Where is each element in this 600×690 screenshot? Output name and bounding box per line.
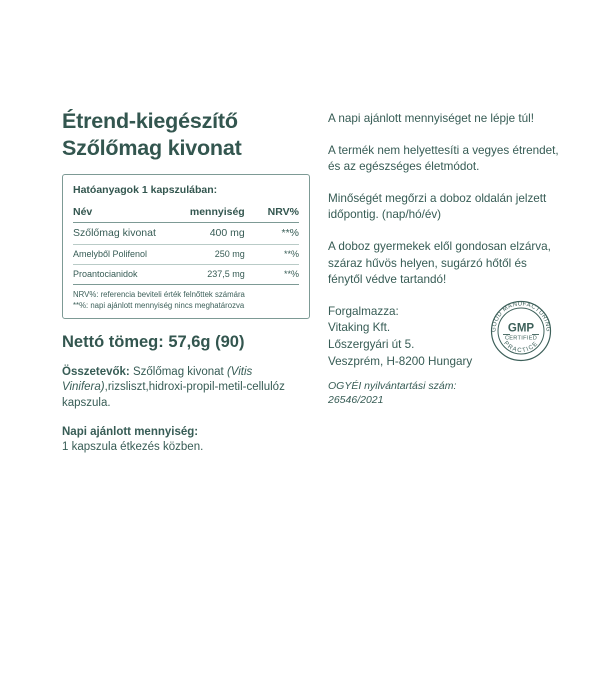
row-amount: 400 mg [174, 223, 261, 245]
nutrition-panel-heading: Hatóanyagok 1 kapszulában: [73, 184, 218, 197]
nutrition-panel [62, 174, 310, 319]
warning-dosage: A napi ajánlott mennyiséget ne lépje túl! [328, 112, 534, 125]
distributor-block [328, 300, 560, 408]
dosage-heading: Napi ajánlott mennyiség: [62, 425, 199, 438]
ingredients-latin-name: (Vitis Vinifera) [62, 366, 253, 394]
ingredients-block [62, 365, 310, 411]
product-name: Szőlőmag kivonat [62, 135, 242, 160]
row-amount: 250 mg [174, 245, 261, 265]
column-header-nrv: NRV% [261, 204, 299, 223]
svg-text:PRACTICE: PRACTICE [502, 339, 540, 354]
table-row [73, 265, 299, 285]
svg-text:GOOD MANUFACTURING: GOOD MANUFACTURING [490, 300, 552, 333]
svg-text:GMP: GMP [507, 322, 535, 335]
distributor-heading: Forgalmazza: [328, 304, 399, 318]
row-name: Szőlőmag kivonat [73, 223, 174, 245]
table-row [73, 223, 299, 245]
row-nrv: **% [261, 223, 299, 245]
product-category: Étrend-kiegészítő [62, 109, 238, 133]
table-row [73, 245, 299, 265]
net-weight: Nettó tömeg: 57,6g (90) [62, 333, 245, 352]
registration-number [328, 379, 560, 407]
ingredients-text-2: ,rizsliszt,hidroxi-propil-metil-cellulóz kapszula. [62, 381, 285, 409]
row-name: Amelyből Polifenol [73, 245, 174, 265]
distributor-street: Lőszergyári út 5. [328, 338, 415, 352]
dosage-text: 1 kapszula étkezés közben. [62, 441, 204, 454]
distributor-city: Veszprém, H-8200 Hungary [328, 354, 473, 368]
row-nrv: **% [261, 265, 299, 285]
label-columns [62, 108, 559, 469]
page-title [62, 108, 310, 161]
gmp-certified-seal-icon [490, 300, 552, 362]
nutrition-table [73, 204, 299, 285]
svg-text:CERTIFIED: CERTIFIED [504, 335, 538, 342]
dosage-block [62, 425, 310, 456]
warning-storage: A doboz gyermekek elől gondosan elzárva, száraz hűvös helyen, sugárzó hőtől és fénytől védve tartandó! [328, 240, 551, 287]
ingredients-heading: Összetevők: [62, 366, 130, 379]
registration-label: OGYÉI nyilvántartási szám: [328, 380, 457, 393]
nutrition-footnotes [73, 285, 299, 311]
warning-expiry: Minőségét megőrzi a doboz oldalán jelzett időpontig. (nap/hó/év) [328, 191, 547, 222]
label-right-column [328, 108, 560, 408]
label-left-column [62, 108, 310, 469]
distributor-company: Vitaking Kft. [328, 321, 391, 335]
row-name: Proantocianidok [73, 265, 174, 285]
column-header-amount: mennyiség [174, 204, 261, 223]
footnote-nrv: NRV%: referencia beviteli érték felnőttek számára [73, 290, 245, 300]
registration-value: 26546/2021 [328, 394, 384, 407]
row-amount: 237,5 mg [174, 265, 261, 285]
table-header-row [73, 204, 299, 223]
row-nrv: **% [261, 245, 299, 265]
warning-not-substitute: A termék nem helyettesíti a vegyes étrendet, és az egészséges életmódot. [328, 143, 559, 174]
ingredients-text-1: Szőlőmag kivonat [129, 366, 227, 379]
footnote-asterisk: **%: napi ajánlott mennyiség nincs meghatározva [73, 300, 245, 310]
column-header-name: Név [73, 204, 174, 223]
